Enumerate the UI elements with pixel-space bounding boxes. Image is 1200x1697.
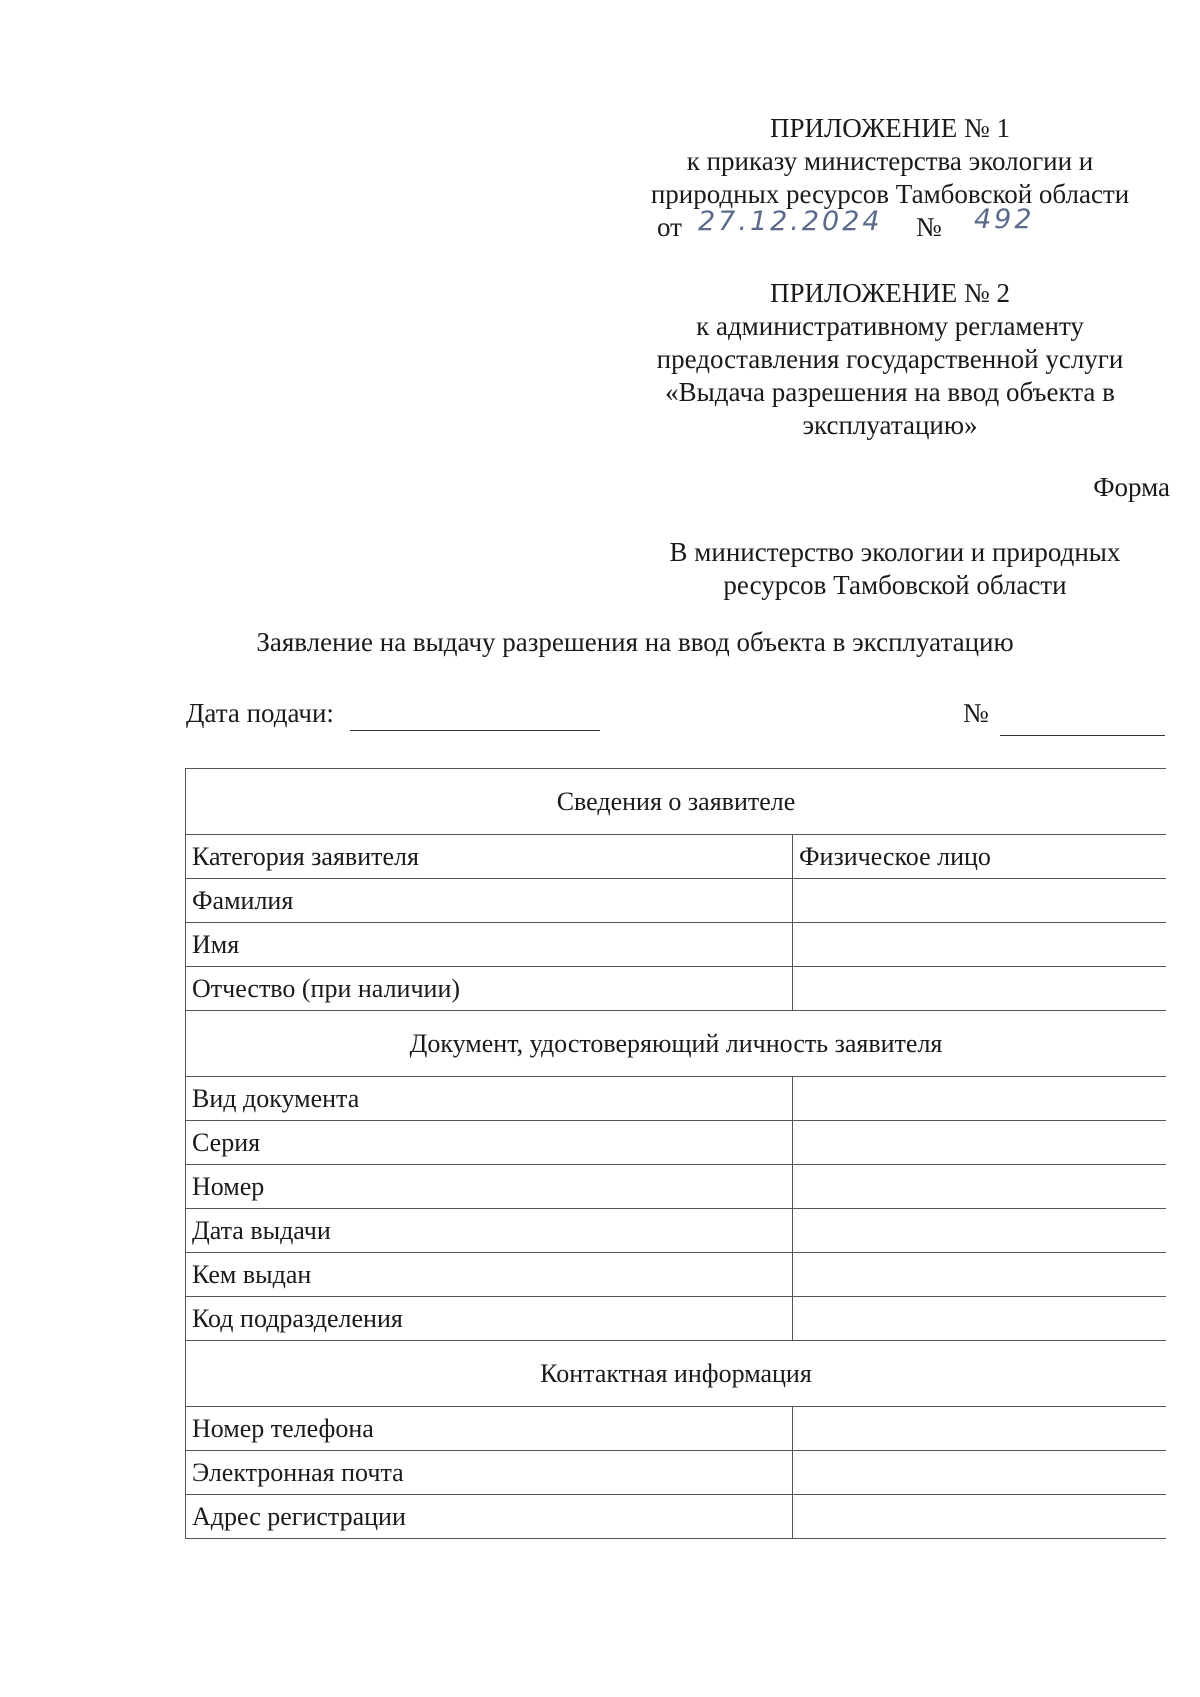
appendix-2-line1: к административному регламенту: [696, 311, 1084, 341]
addressee-line2: ресурсов Тамбовской области: [723, 570, 1067, 600]
appendix-1-line1: к приказу министерства экологии и: [686, 146, 1094, 176]
email-field[interactable]: [793, 1451, 1167, 1495]
submission-date-label: Дата подачи:: [186, 698, 334, 728]
appendix-2-title: ПРИЛОЖЕНИЕ № 2: [769, 278, 1011, 308]
table-row: [186, 879, 1167, 923]
table-row: [186, 1495, 1167, 1539]
addressee-line1: В министерство экологии и природных: [669, 537, 1121, 567]
name-label: Имя: [186, 923, 793, 967]
table-section-row: [186, 1011, 1167, 1077]
submission-number-field[interactable]: [1000, 735, 1165, 736]
table-row: [186, 967, 1167, 1011]
appendix-2-line4: эксплуатацию»: [802, 410, 978, 440]
table-row: [186, 1253, 1167, 1297]
phone-field[interactable]: [793, 1407, 1167, 1451]
appendix-1-header: [640, 112, 1140, 244]
table-row: [186, 1121, 1167, 1165]
appendix-1-title: ПРИЛОЖЕНИЕ № 1: [769, 113, 1011, 143]
table-row: [186, 1165, 1167, 1209]
from-label: от: [657, 212, 682, 242]
table-section-row: [186, 1341, 1167, 1407]
appendix-1-line2: природных ресурсов Тамбовской области: [650, 179, 1130, 209]
addressee: [660, 536, 1130, 602]
handwritten-date: 27.12.2024: [698, 206, 883, 237]
order-date-number-line: [640, 204, 1140, 244]
doc-type-field[interactable]: [793, 1077, 1167, 1121]
form-label: Форма: [1093, 472, 1170, 502]
table-row: [186, 1451, 1167, 1495]
number-field[interactable]: [793, 1165, 1167, 1209]
patronymic-label: Отчество (при наличии): [186, 967, 793, 1011]
address-field[interactable]: [793, 1495, 1167, 1539]
section-contact-info: Контактная информация: [186, 1341, 1167, 1407]
surname-field[interactable]: [793, 879, 1167, 923]
email-label: Электронная почта: [186, 1451, 793, 1495]
issued-by-label: Кем выдан: [186, 1253, 793, 1297]
table-row: [186, 835, 1167, 879]
doc-type-label: Вид документа: [186, 1077, 793, 1121]
phone-label: Номер телефона: [186, 1407, 793, 1451]
division-code-field[interactable]: [793, 1297, 1167, 1341]
division-code-label: Код подразделения: [186, 1297, 793, 1341]
issued-by-field[interactable]: [793, 1253, 1167, 1297]
patronymic-field[interactable]: [793, 967, 1167, 1011]
issue-date-label: Дата выдачи: [186, 1209, 793, 1253]
series-label: Серия: [186, 1121, 793, 1165]
surname-label: Фамилия: [186, 879, 793, 923]
number-sign: №: [916, 212, 942, 242]
appendix-2-line3: «Выдача разрешения на ввод объекта в: [665, 377, 1115, 407]
series-field[interactable]: [793, 1121, 1167, 1165]
submission-date-field[interactable]: [350, 730, 600, 731]
document-title: Заявление на выдачу разрешения на ввод объекта в эксплуатацию: [256, 627, 1014, 657]
table-row: [186, 1209, 1167, 1253]
category-value: Физическое лицо: [793, 835, 1167, 879]
address-label: Адрес регистрации: [186, 1495, 793, 1539]
issue-date-field[interactable]: [793, 1209, 1167, 1253]
category-label: Категория заявителя: [186, 835, 793, 879]
table-row: [186, 923, 1167, 967]
section-identity-document: Документ, удостоверяющий личность заявителя: [186, 1011, 1167, 1077]
table-row: [186, 1407, 1167, 1451]
section-applicant-info: Сведения о заявителе: [186, 769, 1167, 835]
name-field[interactable]: [793, 923, 1167, 967]
appendix-2-header: [640, 277, 1140, 442]
handwritten-number: 492: [974, 204, 1035, 235]
submission-number-label: №: [963, 698, 989, 728]
table-row: [186, 1077, 1167, 1121]
table-section-row: [186, 769, 1167, 835]
applicant-form-table: [185, 768, 1166, 1539]
number-label: Номер: [186, 1165, 793, 1209]
table-row: [186, 1297, 1167, 1341]
appendix-2-line2: предоставления государственной услуги: [656, 344, 1124, 374]
